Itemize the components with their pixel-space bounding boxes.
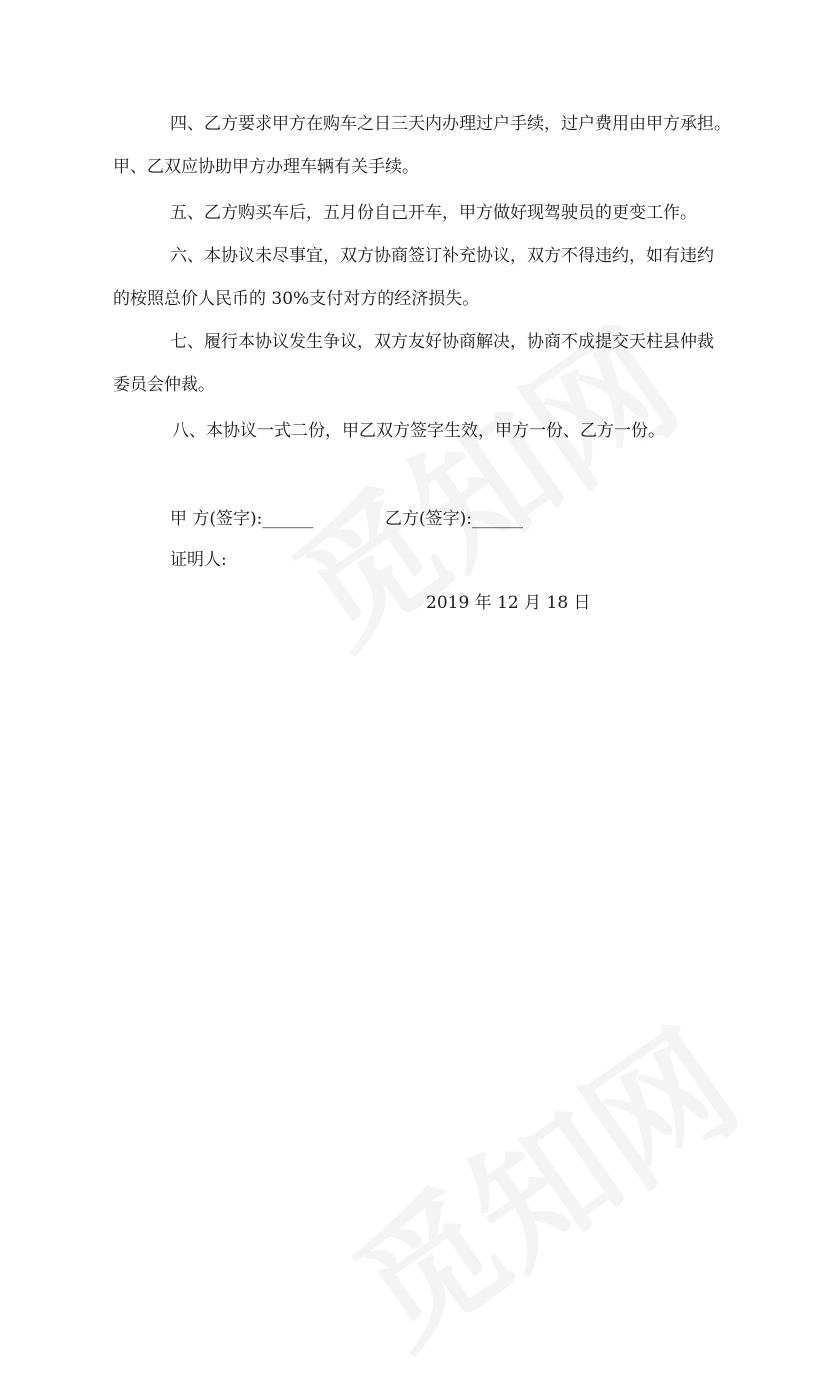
signature-party-b: 乙方(签字):______	[385, 509, 523, 529]
signature-party-a: 甲 方(签字):______	[170, 509, 314, 529]
clause-six-line1: 六、本协议未尽事宜，双方协商签订补充协议，双方不得违约，如有违约	[170, 246, 714, 266]
signature-witness: 证明人:	[170, 550, 227, 570]
clause-seven-line1: 七、履行本协议发生争议，双方友好协商解决，协商不成提交天柱县仲裁	[170, 332, 714, 352]
clause-seven-line2: 委员会仲裁。	[113, 375, 215, 395]
clause-four-line1: 四、乙方要求甲方在购车之日三天内办理过户手续，过户费用由甲方承担。	[170, 114, 731, 134]
clause-four-line2: 甲、乙双应协助甲方办理车辆有关手续。	[113, 157, 419, 177]
clause-six-line2: 的桉照总价人民币的 30%支付对方的经济损失。	[113, 289, 480, 309]
clause-eight: 八、本协议一式二份，甲乙双方签字生效，甲方一份、乙方一份。	[172, 421, 665, 441]
clause-five: 五、乙方购买车后，五月份自己开车，甲方做好现驾驶员的更变工作。	[170, 203, 697, 223]
document-date: 2019 年 12 月 18 日	[426, 593, 591, 613]
watermark-bottom	[310, 978, 769, 1383]
